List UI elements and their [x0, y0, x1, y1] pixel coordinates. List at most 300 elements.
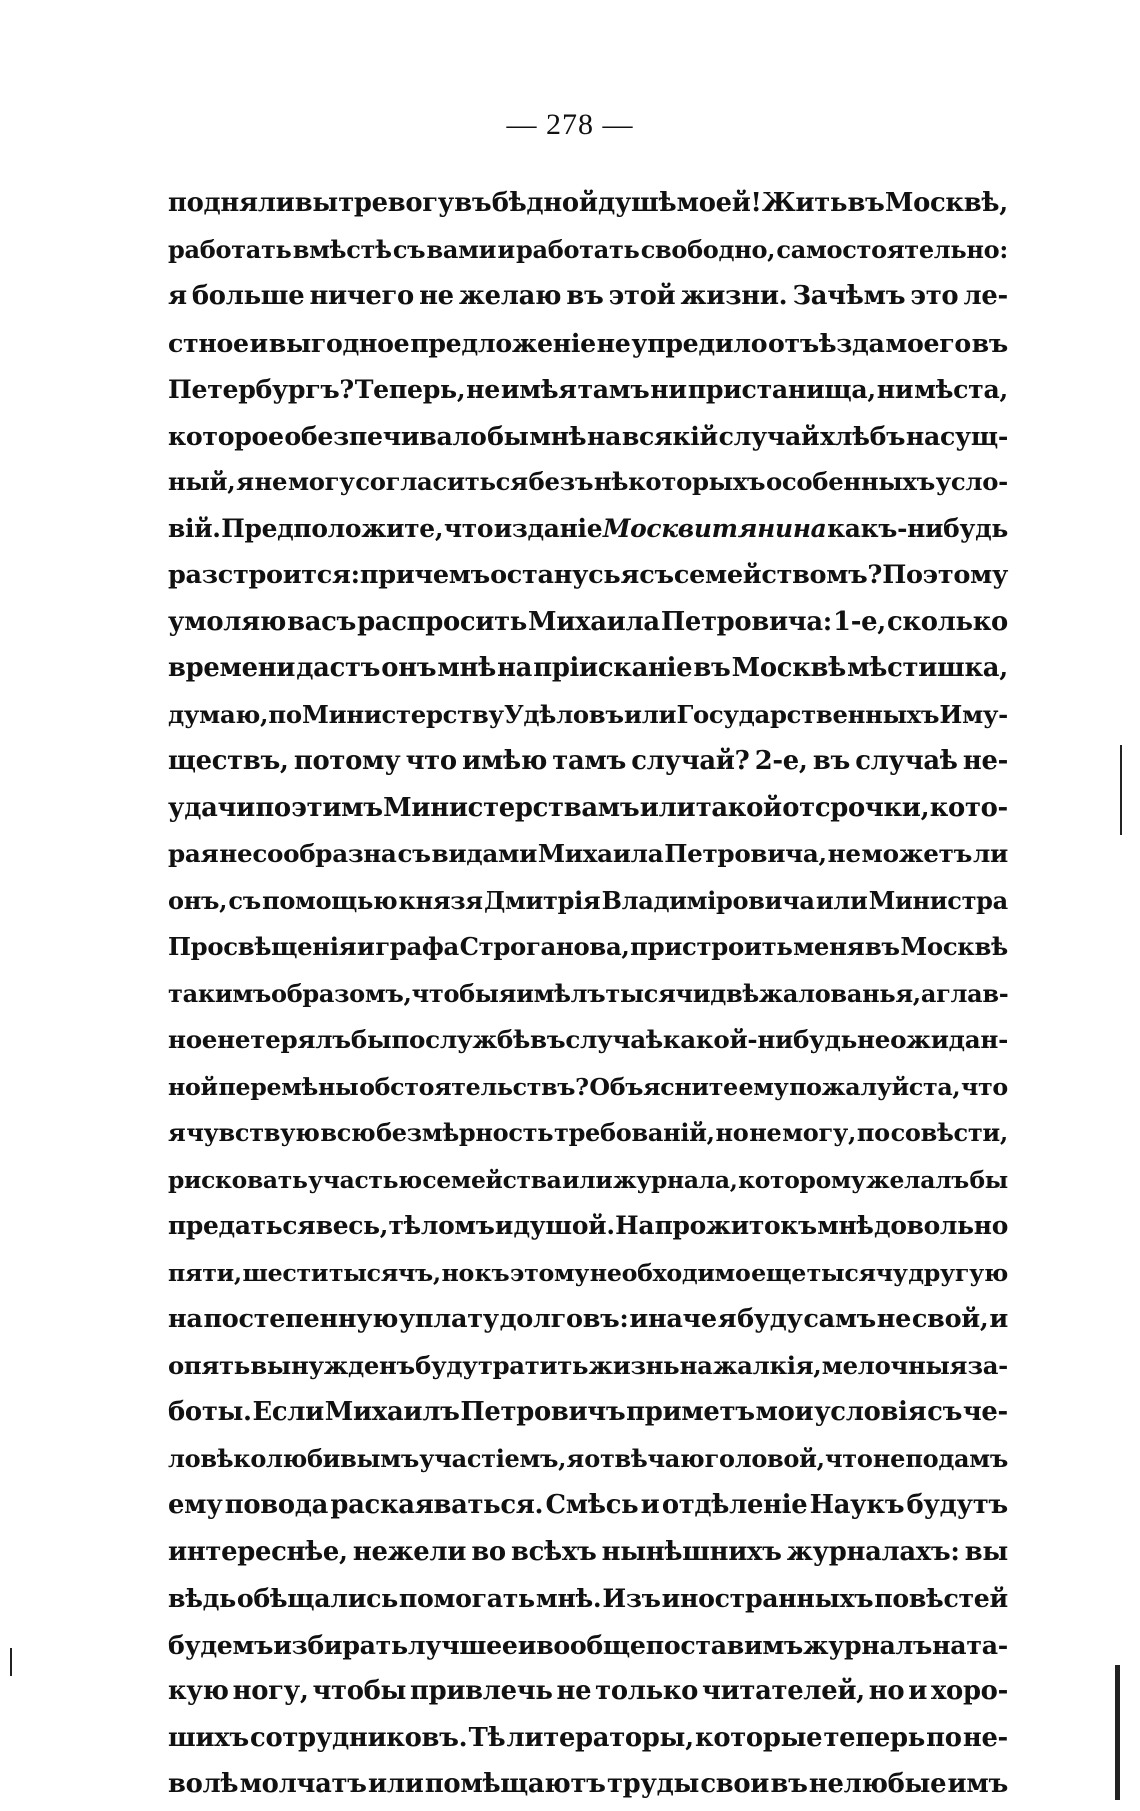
word: пожалуйста,	[789, 1072, 961, 1101]
word: въ	[864, 932, 900, 961]
word: Михаила	[537, 839, 664, 868]
word: ный,	[168, 467, 236, 496]
word: требованій,	[554, 1118, 715, 1147]
word: Михаила	[528, 606, 660, 637]
text-line	[168, 180, 1008, 227]
word: молчатъ	[239, 1769, 367, 1799]
word: обезпечивало	[284, 420, 487, 451]
word: литераторы,	[506, 1722, 694, 1753]
word: этому	[510, 1258, 590, 1287]
word: помѣщаютъ	[424, 1769, 606, 1799]
word: что	[443, 513, 494, 543]
text-line	[168, 273, 1008, 320]
body-text	[168, 180, 1008, 1808]
text-line	[168, 692, 1008, 739]
word: имѣлъ	[516, 978, 606, 1008]
word: приметъ	[626, 1397, 755, 1427]
word: еще	[751, 1258, 806, 1287]
word: жизнь	[588, 1350, 680, 1380]
word: мнѣ	[529, 420, 587, 451]
word: я	[566, 1443, 584, 1473]
word: глав-	[936, 978, 1009, 1008]
word: на	[679, 1350, 713, 1380]
word: хоро-	[930, 1676, 1008, 1706]
word: бы	[969, 1165, 1008, 1194]
text-line	[168, 1250, 1008, 1297]
word: не-	[962, 746, 1008, 776]
word: Зачѣмъ	[792, 281, 906, 311]
word: Петербургъ?	[168, 374, 354, 404]
text-line	[168, 459, 1008, 506]
word: случай?	[631, 746, 750, 776]
word: повѣстей	[874, 1583, 1008, 1613]
word: стное	[168, 327, 249, 358]
word: въ	[529, 1025, 566, 1054]
word: что	[825, 1443, 873, 1473]
text-line	[168, 785, 1008, 832]
word: вынужденъ	[250, 1350, 415, 1380]
word: вообще	[536, 1629, 646, 1660]
word: тысячу	[806, 1258, 908, 1287]
word: но	[868, 1676, 905, 1706]
text-line	[168, 1575, 1008, 1622]
word: повода	[224, 1490, 329, 1520]
text-line	[168, 506, 1008, 553]
word: та-	[966, 1629, 1008, 1660]
text-line	[168, 831, 1008, 878]
word: жизни.	[680, 281, 788, 311]
word: распросить	[357, 606, 527, 637]
word: иностранныхъ	[661, 1583, 874, 1613]
word: обѣщались	[236, 1583, 398, 1613]
word: прожитокъ	[654, 1211, 817, 1240]
word: иначе	[629, 1304, 717, 1334]
word: раскаяваться.	[330, 1490, 544, 1520]
word: тысячи	[605, 978, 711, 1008]
word: головой,	[704, 1443, 825, 1473]
text-line	[168, 552, 1008, 599]
word: не	[466, 374, 501, 404]
word: Государственныхъ	[676, 699, 940, 729]
word: отъѣзда	[768, 327, 885, 358]
word: Удѣловъ	[503, 699, 624, 729]
word: князя	[398, 885, 483, 915]
word: весь,	[315, 1211, 389, 1240]
word: и	[356, 932, 375, 961]
word: бы	[487, 420, 529, 451]
word: изданіе	[493, 513, 603, 543]
word: необходимо	[589, 1258, 751, 1287]
word: безъ	[528, 467, 594, 496]
word: участіемъ,	[419, 1443, 567, 1473]
word: шести	[242, 1258, 329, 1287]
word: могу	[287, 467, 355, 496]
word: въ	[566, 281, 604, 311]
word: тратить	[477, 1350, 589, 1380]
text-line	[168, 1715, 1008, 1762]
word: боты.	[168, 1397, 252, 1427]
word: чувствую	[186, 1118, 320, 1147]
word: я	[717, 1304, 737, 1334]
word: поставимъ	[645, 1629, 803, 1660]
word: не	[556, 1676, 592, 1706]
word: не-	[962, 1722, 1008, 1753]
word: останусь	[490, 560, 621, 590]
word: умоляю	[168, 606, 287, 637]
word: желалъ	[866, 1165, 969, 1194]
word: мнѣ	[437, 653, 496, 683]
word: случай	[718, 420, 820, 451]
word: двѣ	[710, 978, 759, 1008]
word: вы	[294, 188, 338, 218]
text-line	[168, 924, 1008, 971]
word: мнѣ	[817, 1211, 874, 1240]
word: и	[640, 1490, 660, 1520]
word: привлечь	[410, 1676, 553, 1706]
word: чемъ	[414, 560, 490, 590]
word: журналъ	[803, 1629, 932, 1660]
word: я	[236, 467, 254, 496]
word: жалкія,	[712, 1350, 822, 1380]
word: ной	[168, 1072, 218, 1101]
word: хлѣбъ	[820, 420, 906, 451]
word: случаѣ	[855, 746, 958, 776]
word: только	[595, 1676, 699, 1706]
word: которому	[738, 1165, 866, 1194]
word: Просвѣщенія	[168, 932, 357, 961]
word: мнѣ.	[535, 1583, 602, 1613]
word: Наукъ	[809, 1490, 905, 1520]
word: по	[391, 1025, 426, 1054]
word: неожидан-	[857, 1025, 1008, 1054]
word: Москвитянина	[602, 513, 827, 543]
word: нелюбые	[808, 1769, 947, 1799]
word: душѣ	[597, 188, 677, 218]
text-line	[168, 645, 1008, 692]
word: по	[255, 792, 291, 823]
word: че-	[962, 1397, 1008, 1427]
word: буду	[415, 1350, 478, 1380]
word: или	[623, 699, 677, 729]
word: довольно	[874, 1211, 1008, 1240]
word: могу,	[782, 1118, 857, 1147]
word: это	[910, 281, 959, 311]
word: свой,	[911, 1304, 989, 1334]
word: всякій	[621, 420, 718, 451]
word: ногу,	[232, 1676, 309, 1706]
word: онъ	[381, 653, 437, 683]
text-line	[168, 971, 1008, 1018]
word: мѣста,	[914, 374, 1008, 404]
word: чтобы	[312, 1676, 407, 1706]
word: ему	[738, 1072, 789, 1101]
word: Поэтому	[882, 560, 1008, 590]
word: сколько	[886, 606, 1008, 637]
word: Изъ	[602, 1583, 661, 1613]
word: или	[562, 1165, 613, 1194]
word: 2-е,	[754, 746, 808, 776]
word: Смѣсь	[545, 1490, 639, 1520]
word: терялъ	[250, 1025, 351, 1054]
text-line	[168, 738, 1008, 785]
word: самостоятельно:	[776, 234, 1008, 264]
word: но	[441, 1258, 475, 1287]
text-line	[168, 1017, 1008, 1064]
word: вы	[964, 1536, 1008, 1567]
text-line	[168, 1482, 1008, 1529]
word: ему	[168, 1490, 223, 1520]
word: вій.	[168, 513, 221, 543]
word: я	[168, 281, 187, 311]
word: участью	[308, 1165, 422, 1194]
word: не	[419, 281, 454, 311]
word: бы	[350, 1025, 392, 1054]
text-line	[168, 1436, 1008, 1483]
word: не	[254, 467, 288, 496]
word: отвѣчаю	[584, 1443, 705, 1473]
word: семейства	[422, 1165, 562, 1194]
word: графа	[375, 932, 459, 961]
word: совѣсти,	[890, 1118, 1008, 1147]
word: по	[856, 1118, 890, 1147]
word: въ	[770, 1769, 808, 1799]
word: ловѣколюбивымъ	[168, 1443, 419, 1473]
word: и	[517, 1629, 537, 1660]
word: не	[827, 839, 861, 868]
word: Строганова,	[459, 932, 630, 961]
word: на	[932, 1629, 967, 1660]
word: не	[749, 1118, 782, 1147]
word: тѣломъ	[388, 1211, 495, 1240]
word: лучшее	[407, 1629, 518, 1660]
word: при	[359, 560, 415, 590]
text-line	[168, 1157, 1008, 1204]
word: постепенную	[203, 1304, 399, 1334]
word: такой	[695, 792, 782, 823]
word: имъ	[947, 1769, 1008, 1799]
word: работать	[168, 234, 292, 264]
word: читателей,	[702, 1676, 865, 1706]
word: Петровича:	[660, 606, 832, 637]
word: Объясните	[589, 1072, 738, 1101]
text-line	[168, 878, 1008, 925]
word: свои	[700, 1769, 770, 1799]
word: Иму-	[939, 699, 1008, 729]
word: помощью	[262, 885, 398, 915]
word: ли	[972, 839, 1008, 868]
word: тамъ	[552, 746, 626, 776]
text-line	[168, 1761, 1008, 1808]
text-line	[168, 1622, 1008, 1669]
word: журналахъ:	[786, 1536, 960, 1567]
word: этимъ	[291, 792, 383, 823]
text-line	[168, 599, 1008, 646]
word: какой-нибудь	[662, 1025, 858, 1054]
word: желаю	[458, 281, 562, 311]
word: душой.	[513, 1211, 615, 1240]
word: Москвѣ	[731, 653, 847, 683]
word: во	[471, 1536, 506, 1567]
text-line	[168, 1343, 1008, 1390]
word: кото-	[929, 792, 1008, 823]
word: или	[639, 792, 696, 823]
word: нѣкоторыхъ	[593, 467, 766, 496]
word: пяти,	[168, 1258, 242, 1287]
word: а	[920, 978, 937, 1008]
word: не	[876, 1304, 912, 1334]
word: всѣхъ	[511, 1536, 597, 1567]
text-line	[168, 1668, 1008, 1715]
word: ное	[168, 1025, 218, 1054]
word: вмѣстѣ	[292, 234, 392, 264]
word: предложеніе	[410, 327, 596, 358]
word: видами	[431, 839, 538, 868]
word: и	[497, 234, 515, 264]
word: вами	[426, 234, 497, 264]
word: потому	[293, 746, 401, 776]
margin-mark-right-lower	[1115, 1665, 1120, 1800]
word: съ	[639, 560, 674, 590]
word: Жить	[761, 188, 848, 218]
word: Тѣ	[468, 1722, 506, 1753]
word: пристроить	[630, 932, 793, 961]
word: можетъ	[861, 839, 973, 868]
word: опять	[168, 1350, 250, 1380]
word: ни	[650, 374, 687, 404]
page-number: — 278 —	[506, 108, 634, 141]
word: не	[217, 1025, 251, 1054]
word: образомъ,	[271, 978, 412, 1008]
word: нынѣшнихъ	[601, 1536, 782, 1567]
text-line	[168, 1389, 1008, 1436]
word: удачи	[168, 792, 255, 823]
word: имѣю	[462, 746, 547, 776]
word: случаѣ	[565, 1025, 663, 1054]
word: жалованья,	[758, 978, 921, 1008]
word: подамъ	[905, 1443, 1008, 1473]
word: особенныхъ	[765, 467, 935, 496]
word: ни	[876, 374, 914, 404]
word: насущ-	[905, 420, 1008, 451]
word: которые	[695, 1722, 823, 1753]
word: въ	[971, 327, 1008, 358]
word: въ	[812, 746, 850, 776]
word: рая	[168, 839, 219, 868]
word: избирать	[273, 1629, 408, 1660]
word: выгодное	[268, 327, 410, 358]
word: труды	[606, 1769, 700, 1799]
word: всю	[320, 1118, 376, 1147]
word: онъ,	[168, 885, 228, 915]
text-line	[168, 1064, 1008, 1111]
word: съ	[228, 885, 261, 915]
word: по	[926, 1722, 962, 1753]
text-line	[168, 227, 1008, 274]
word: но	[715, 1118, 749, 1147]
word: съ	[392, 234, 426, 264]
text-line	[168, 1529, 1008, 1576]
word: на	[587, 420, 622, 451]
word: согласиться	[355, 467, 528, 496]
word: въ	[847, 188, 885, 218]
word: Теперь,	[354, 374, 466, 404]
word: мелочныя	[821, 1350, 968, 1380]
word: съ	[397, 839, 431, 868]
text-line	[168, 413, 1008, 460]
margin-mark-right-upper	[1120, 745, 1122, 835]
word: рисковать	[168, 1165, 308, 1194]
word: и	[494, 1211, 514, 1240]
word: тамъ	[577, 374, 650, 404]
word: и	[989, 1304, 1008, 1334]
word: уплату	[398, 1304, 499, 1334]
word: я	[620, 560, 640, 590]
word: обстоятельствъ?	[359, 1072, 589, 1101]
word: моего	[885, 327, 971, 358]
word: отдѣленіе	[661, 1490, 808, 1520]
word: Петровича,	[664, 839, 827, 868]
word: предаться	[168, 1211, 316, 1240]
word: Владиміровича	[601, 885, 815, 915]
word: теперь	[823, 1722, 925, 1753]
word: упредило	[631, 327, 768, 358]
word: ществъ,	[168, 746, 289, 776]
word: я	[168, 1118, 186, 1147]
word: мои	[755, 1397, 814, 1427]
word: На	[615, 1211, 655, 1240]
word: и	[908, 1676, 928, 1706]
word: семействомъ?	[673, 560, 883, 590]
word: Министра	[868, 885, 1008, 915]
word: или	[367, 1769, 424, 1799]
word: меня	[793, 932, 865, 961]
word: отсрочки,	[782, 792, 930, 823]
word: тревогу	[338, 188, 454, 218]
word: будемъ	[168, 1629, 274, 1660]
word: на	[497, 653, 533, 683]
word: этой	[608, 281, 676, 311]
word: помогать	[398, 1583, 535, 1613]
word: долговъ:	[499, 1304, 629, 1334]
word: Михаилъ	[324, 1397, 460, 1427]
word: Министерству	[302, 699, 504, 729]
word: Если	[252, 1397, 325, 1427]
word: журнала,	[612, 1165, 738, 1194]
word: безмѣрность	[376, 1118, 554, 1147]
word: чтобы	[411, 978, 499, 1008]
word: бѣдной	[491, 188, 598, 218]
word: что	[405, 746, 457, 776]
word: самъ	[803, 1304, 876, 1334]
word: Министерствамъ	[383, 792, 640, 823]
word: сотрудниковъ.	[250, 1722, 468, 1753]
word: я	[498, 978, 517, 1008]
word: нежели	[352, 1536, 467, 1567]
word: перемѣны	[218, 1072, 359, 1101]
word: по	[268, 699, 302, 729]
word: такимъ	[168, 978, 272, 1008]
word: работать	[516, 234, 640, 264]
word: кую	[168, 1676, 229, 1706]
word: ничего	[309, 281, 414, 311]
word: интереснѣе,	[168, 1536, 348, 1567]
word: разстроится:	[168, 560, 360, 590]
word: думаю,	[168, 699, 269, 729]
word: Москвѣ	[900, 932, 1008, 961]
text-line	[168, 1110, 1008, 1157]
word: къ	[474, 1258, 510, 1287]
word: или	[815, 885, 868, 915]
